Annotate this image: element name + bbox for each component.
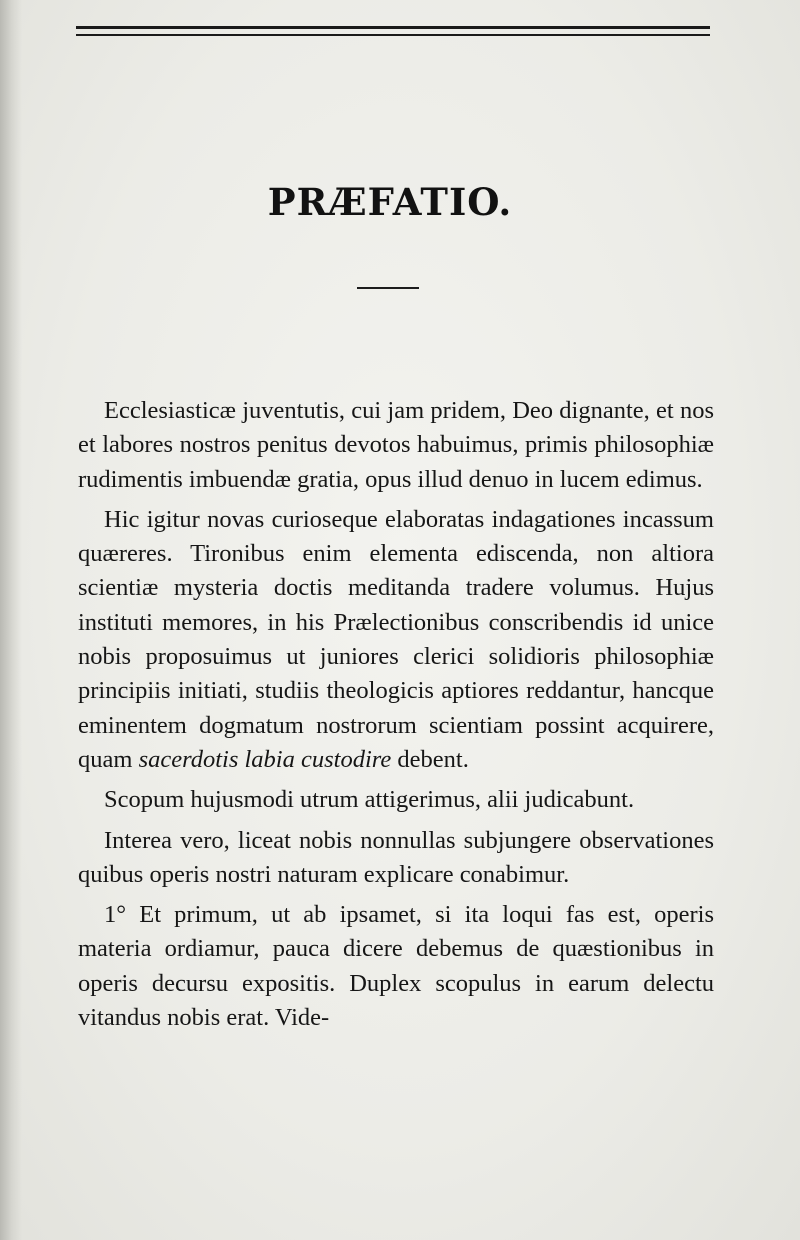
body-text (78, 394, 714, 1041)
paragraph-2-italic: sacerdotis labia custodire (138, 745, 392, 773)
paragraph-3: Scopum hujusmodi utrum attigerimus, alii judicabunt. (104, 786, 635, 814)
header-rule-thick (76, 26, 710, 29)
paragraph-2-text: Hic igitur novas curioseque elaboratas indagationes incassum quæreres. Tironibus enim elementa ediscenda, non altiora scientiæ mysteria doctis meditanda tradere volumus. Hujus instituti memores, in his Prælectionibus conscribendis id unice nobis proposuimus ut juniores clerici solidioris philosophiæ principiis initiati, studiis theologicis aptiores reddantur, hancque eminentem dogmatum nostrorum scientiam possint acquirere, quam (78, 505, 714, 773)
page-title: PRÆFATIO. (267, 180, 513, 224)
paragraph-2-end: debent. (391, 745, 469, 773)
paragraph-2 (78, 503, 714, 777)
header-rule-thin (76, 34, 710, 36)
paragraph-1: Ecclesiasticæ juventutis, cui jam pridem, Deo dignante, et nos et labores nostros penitus devotos habuimus, primis philosophiæ rudimentis imbuendæ gratia, opus illud denuo in lucem edimus. (78, 397, 714, 493)
paragraph-4: Interea vero, liceat nobis nonnullas subjungere observationes quibus operis nostri naturam explicare conabimur. (78, 826, 714, 888)
title-divider (357, 287, 419, 289)
paragraph-5: 1° Et primum, ut ab ipsamet, si ita loqui fas est, operis materia ordiamur, pauca dicere debemus de quæstionibus in operis decursu expositis. Duplex scopulus in earum delectu vitandus nobis erat. Vide- (78, 901, 714, 1032)
